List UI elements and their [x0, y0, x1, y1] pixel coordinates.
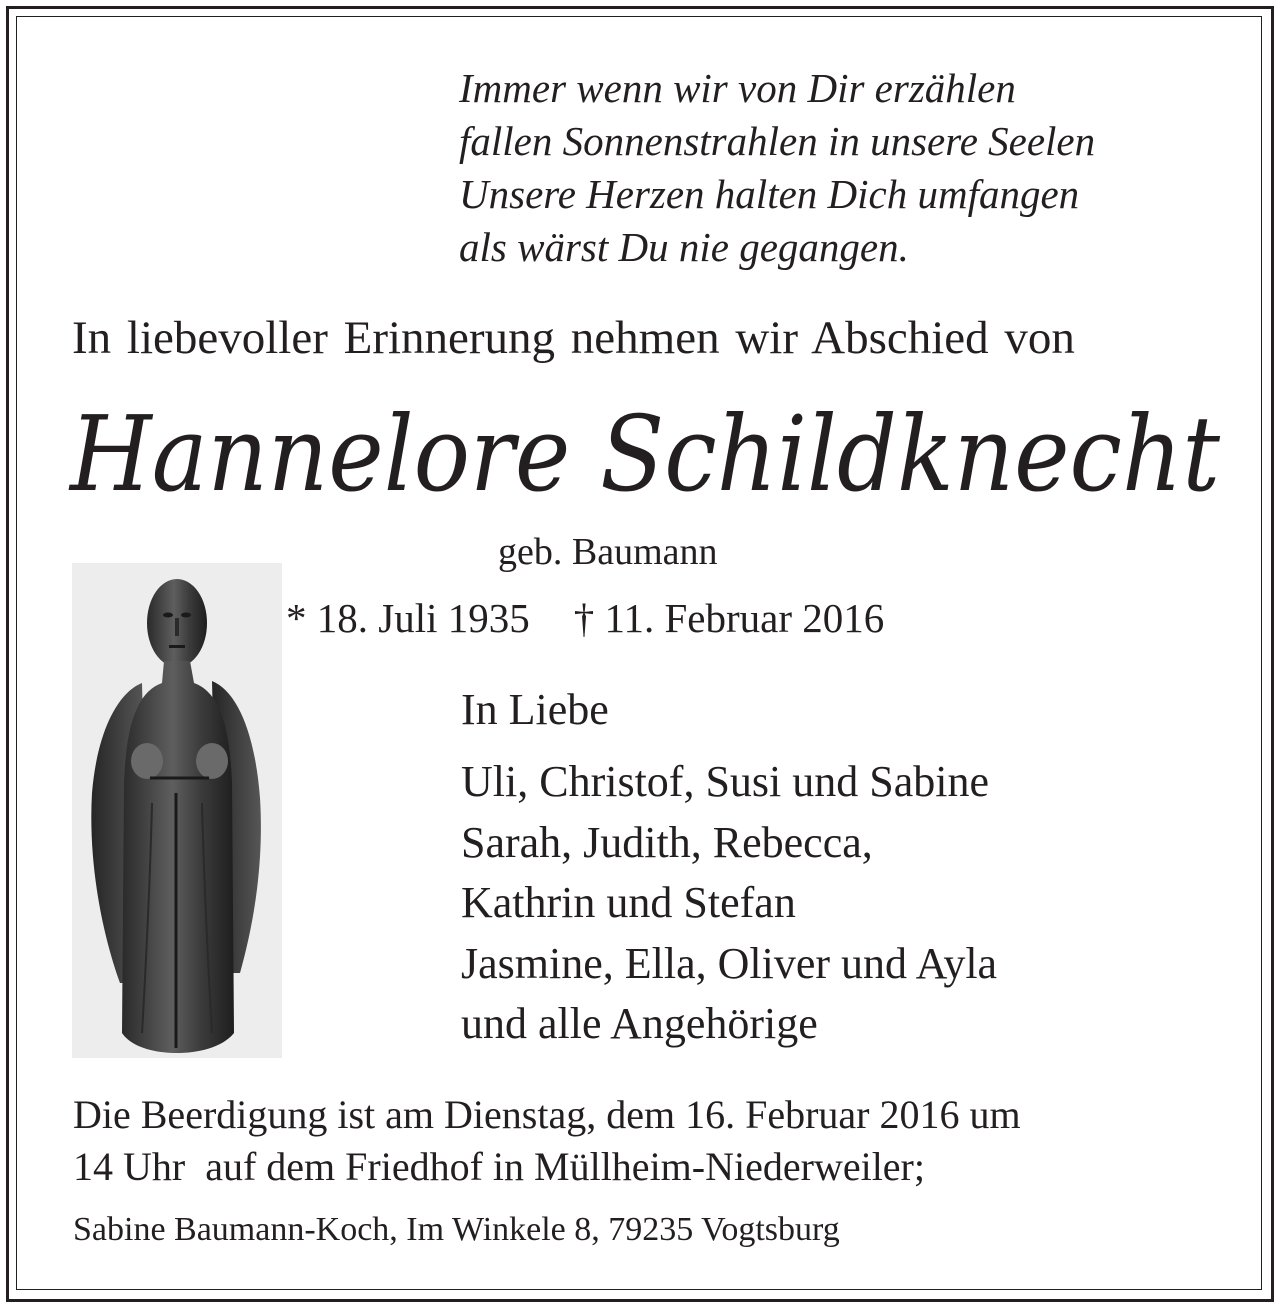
funeral-info: [73, 1089, 1021, 1193]
mourner-line: Kathrin und Stefan: [461, 878, 796, 927]
mourner-line: Jasmine, Ella, Oliver und Ayla: [461, 938, 998, 988]
deceased-name-text: Hannelore Schildknecht: [68, 395, 1221, 515]
mourner-line: und alle Angehörige: [461, 999, 818, 1048]
contact-address: Sabine Baumann-Koch, Im Winkele 8, 79235 Vogtsburg: [73, 1211, 840, 1248]
intro-text: In liebevoller Erinnerung nehmen wir Abschied von: [72, 312, 1075, 364]
mourners-list: [461, 752, 997, 1055]
death-date: † 11. Februar 2016: [573, 595, 885, 641]
birth-date: * 18. Juli 1935: [286, 595, 530, 641]
birth-name: geb. Baumann: [498, 531, 718, 573]
poem-line: Immer wenn wir von Dir erzählen: [459, 65, 1016, 111]
mourner-line: Sarah, Judith, Rebecca,: [461, 817, 873, 867]
mourner-line: Uli, Christof, Susi und Sabine: [461, 757, 990, 806]
deceased-name: [60, 395, 1230, 525]
poem-line: als wärst Du nie gegangen.: [459, 224, 909, 270]
angel-sculpture-photo: [72, 563, 282, 1058]
life-dates: [286, 592, 884, 644]
poem: [459, 62, 1095, 274]
signed-in-love: In Liebe: [461, 685, 609, 734]
funeral-line: Die Beerdigung ist am Dienstag, dem 16. Februar 2016 um: [73, 1092, 1021, 1137]
funeral-line: 14 Uhr auf dem Friedhof in Müllheim-Niederweiler;: [73, 1144, 925, 1189]
poem-line: fallen Sonnenstrahlen in unsere Seelen: [459, 118, 1096, 164]
poem-line: Unsere Herzen halten Dich umfangen: [459, 171, 1080, 217]
